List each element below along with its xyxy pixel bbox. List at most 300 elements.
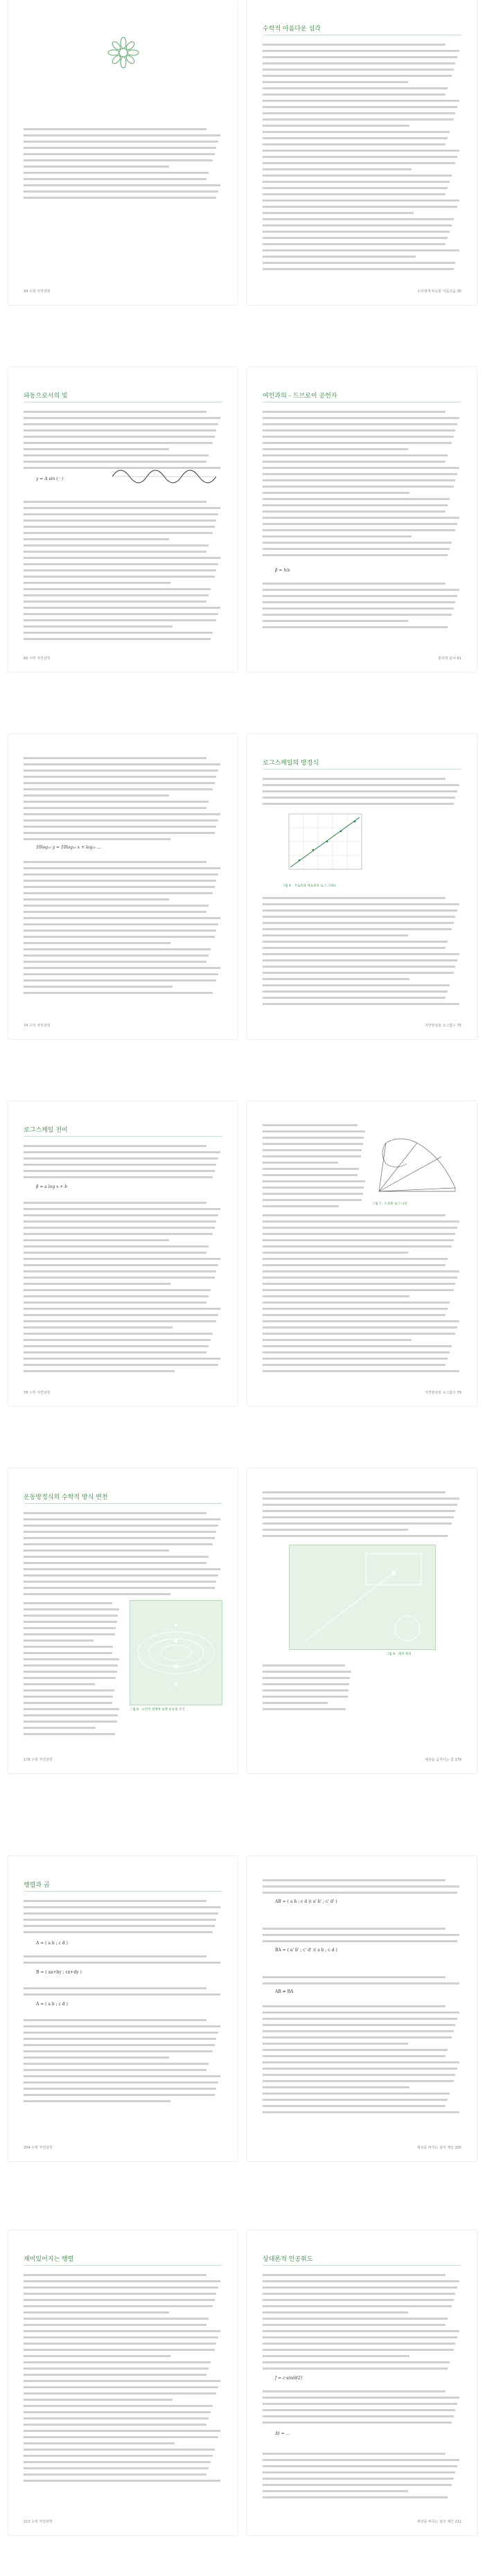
- text-line: [24, 1669, 120, 1675]
- text-line: [263, 427, 461, 434]
- text-line: [24, 2297, 222, 2303]
- text-line: [24, 1337, 222, 1343]
- text-line: [24, 617, 222, 623]
- text-line: [24, 786, 222, 792]
- title-rule: [24, 2265, 222, 2266]
- page-right: [247, 1468, 477, 1773]
- text-line: [24, 440, 222, 446]
- text-line: [263, 185, 461, 191]
- text-line: [24, 2428, 222, 2434]
- page-footer: 204 수학 자연과학: [24, 2146, 53, 2150]
- text-line: [263, 1700, 352, 1706]
- text-line: [263, 2482, 461, 2488]
- text-line: [263, 42, 461, 48]
- text-line: [24, 2384, 222, 2390]
- text-line: [24, 2378, 222, 2384]
- body-text: [263, 1489, 461, 1539]
- text-line: [24, 434, 222, 440]
- text-line: [24, 2465, 222, 2471]
- page-left: [8, 0, 238, 305]
- text-line: [24, 915, 222, 921]
- text-line: [24, 774, 222, 780]
- text-line: [263, 60, 461, 66]
- text-line: [263, 1256, 461, 1262]
- text-line: [24, 836, 222, 842]
- text-line: [263, 945, 461, 951]
- text-line: [263, 1508, 461, 1514]
- text-line: [263, 66, 461, 73]
- text-line: [24, 1362, 222, 1368]
- page-footer: 우리에게 익숙한 아름다움 35: [416, 290, 461, 294]
- text-line: [263, 2072, 461, 2078]
- text-line: [263, 465, 461, 471]
- text-line: [24, 2303, 222, 2309]
- text-line: [263, 1141, 366, 1147]
- text-line: [24, 1306, 222, 1312]
- text-line: [24, 446, 222, 452]
- section-title: 로그스케일 전이: [24, 1127, 68, 1134]
- text-line: [263, 110, 461, 116]
- text-line: [24, 2390, 222, 2397]
- text-line: [24, 2017, 222, 2023]
- text-line: [24, 2328, 222, 2334]
- body-text: [263, 2003, 461, 2115]
- text-line: [263, 1331, 461, 1337]
- text-line: [263, 2278, 461, 2284]
- text-line: [24, 952, 222, 959]
- text-line: [263, 421, 461, 427]
- text-line: [263, 995, 461, 1001]
- text-line: [24, 2048, 222, 2054]
- text-line: [263, 1122, 366, 1128]
- text-line: [24, 977, 222, 984]
- text-line: [24, 427, 222, 434]
- text-line: [24, 2284, 222, 2291]
- text-line: [24, 824, 222, 830]
- text-line: [24, 1541, 222, 1547]
- text-line: [24, 1644, 120, 1650]
- text-line: [263, 2059, 461, 2066]
- text-line: [24, 1299, 222, 1306]
- page-left: [8, 1468, 238, 1773]
- text-line: [263, 2066, 461, 2072]
- text-line: [24, 536, 222, 542]
- body-text: [24, 859, 222, 996]
- text-line: [263, 2016, 461, 2022]
- text-line: [24, 549, 222, 555]
- text-line: [24, 859, 222, 865]
- rocket-figure: [130, 1600, 222, 1705]
- text-line: [24, 1613, 120, 1619]
- text-line: [24, 2453, 222, 2459]
- text-line: [24, 965, 222, 971]
- text-line: [263, 452, 461, 459]
- text-line: [24, 157, 222, 163]
- text-line: [24, 2359, 222, 2365]
- text-line: [24, 871, 222, 878]
- text-line: [263, 527, 461, 533]
- text-line: [263, 2451, 461, 2457]
- book-spread-1: [0, 0, 485, 305]
- text-line: [263, 533, 461, 540]
- ornament-icon: [104, 33, 143, 72]
- text-line: [263, 1337, 461, 1343]
- text-line: [24, 1985, 222, 1991]
- text-line: [263, 1349, 461, 1356]
- text-line: [24, 126, 222, 132]
- body-text: [263, 42, 461, 272]
- text-line: [24, 2067, 222, 2073]
- text-line: [24, 499, 222, 505]
- text-line: [24, 1237, 222, 1243]
- text-line: [263, 440, 461, 446]
- text-line: [24, 2446, 222, 2453]
- page-footer: 자연현상과 로그함수 75: [424, 1024, 461, 1028]
- text-line: [263, 907, 461, 914]
- text-line: [263, 490, 461, 496]
- text-line: [24, 1349, 222, 1356]
- text-line: [24, 1174, 222, 1180]
- text-line: [263, 1687, 352, 1694]
- text-line: [263, 988, 461, 995]
- text-line: [24, 1898, 222, 1904]
- text-line: [24, 1547, 222, 1554]
- section-title: 재미있어지는 행렬: [24, 2256, 74, 2263]
- text-line: [24, 2054, 222, 2061]
- text-line: [24, 1656, 120, 1662]
- text-line: [263, 502, 461, 508]
- text-line: [263, 1153, 366, 1160]
- text-line: [24, 2353, 222, 2359]
- text-line: [263, 191, 461, 197]
- text-line: [24, 884, 222, 890]
- text-line: [24, 1566, 222, 1572]
- text-line: [263, 920, 461, 926]
- text-line: [24, 421, 222, 427]
- text-line: [263, 197, 461, 204]
- text-line: [263, 1135, 366, 1141]
- text-line: [263, 166, 461, 172]
- text-line: [263, 521, 461, 527]
- text-line: [24, 2478, 222, 2484]
- text-line: [263, 1932, 461, 1938]
- page-left: [8, 1101, 238, 1406]
- text-line: [263, 1001, 461, 1007]
- text-line: [263, 1883, 461, 1890]
- text-line: [263, 1212, 461, 1218]
- text-line: [24, 959, 222, 965]
- text-line: [24, 524, 222, 530]
- text-line: [24, 2291, 222, 2297]
- text-line: [263, 1489, 461, 1495]
- text-line: [263, 1281, 461, 1287]
- text-line: [24, 1591, 222, 1597]
- text-line: [263, 179, 461, 185]
- figure-caption: 그림 7 - 오목원 로그 나선: [372, 1202, 407, 1206]
- body-text: [263, 2272, 461, 2372]
- text-line: [263, 1172, 366, 1178]
- page-left: [8, 2230, 238, 2535]
- text-line: [263, 2109, 461, 2115]
- section-title: 여인과의 - 드브로이 공헌자: [263, 393, 337, 400]
- text-line: [24, 990, 222, 996]
- body-text: [263, 1877, 461, 1896]
- text-line: [263, 2097, 461, 2103]
- text-line: [263, 2457, 461, 2463]
- text-line: [263, 932, 461, 939]
- text-line: [263, 247, 461, 254]
- body-text: [263, 1662, 352, 1712]
- body-text: [24, 755, 222, 842]
- text-line: [263, 2297, 461, 2303]
- page-footer: 34 수학 자연과학: [24, 290, 51, 294]
- text-line: [24, 1218, 222, 1225]
- text-line: [24, 505, 222, 511]
- text-line: [24, 927, 222, 934]
- text-line: [263, 1178, 366, 1184]
- page-footer: 세상을 움직이는 힘 179: [425, 1758, 461, 1762]
- text-line: [263, 2476, 461, 2482]
- text-line: [24, 452, 222, 459]
- text-line: [263, 2359, 461, 2365]
- text-line: [263, 2322, 461, 2328]
- body-text: [24, 1985, 222, 1998]
- text-line: [24, 1662, 120, 1669]
- text-line: [24, 811, 222, 817]
- text-line: [263, 2034, 461, 2041]
- text-line: [24, 592, 222, 598]
- figure-caption: 그림 8 - 뉴턴이 설명한 로켓 운동의 모식: [130, 1708, 185, 1712]
- body-text: [263, 1926, 461, 1944]
- text-line: [24, 2434, 222, 2440]
- text-line: [24, 611, 222, 617]
- text-line: [24, 517, 222, 524]
- text-line: [24, 940, 222, 946]
- text-line: [263, 580, 461, 587]
- text-line: [263, 241, 461, 247]
- body-text: [263, 1974, 461, 1987]
- log-plot-figure: [282, 810, 365, 880]
- body-text: [263, 2388, 461, 2426]
- text-line: [263, 1231, 461, 1237]
- text-line: [263, 546, 461, 552]
- text-line: [24, 2322, 222, 2328]
- text-line: [263, 2395, 461, 2401]
- body-text: [263, 409, 461, 558]
- text-line: [263, 970, 461, 976]
- text-line: [263, 2419, 461, 2426]
- text-line: [24, 1250, 222, 1256]
- equation: y = A sin ( · ): [36, 477, 64, 481]
- text-line: [24, 890, 222, 896]
- text-line: [24, 2309, 222, 2316]
- text-line: [24, 1225, 222, 1231]
- text-line: [263, 1191, 366, 1197]
- page-right: [247, 2230, 477, 2535]
- text-line: [263, 1197, 366, 1203]
- text-line: [263, 926, 461, 932]
- page-left: [8, 734, 238, 1039]
- text-line: [24, 755, 222, 761]
- text-line: [24, 1600, 120, 1606]
- text-line: [263, 148, 461, 154]
- text-line: [24, 1212, 222, 1218]
- text-line: [24, 188, 222, 195]
- text-line: [24, 1917, 222, 1923]
- text-line: [24, 2365, 222, 2372]
- text-line: [24, 878, 222, 884]
- text-line: [24, 182, 222, 188]
- title-rule: [24, 1136, 222, 1137]
- text-line: [24, 767, 222, 774]
- text-line: [263, 2041, 461, 2047]
- text-line: [24, 792, 222, 799]
- text-line: [24, 1510, 222, 1516]
- text-line: [24, 2347, 222, 2353]
- text-line: [263, 1312, 461, 1318]
- text-line: [263, 1926, 461, 1932]
- page-footer: 178 수학 자연과학: [24, 1758, 53, 1762]
- book-spread-3: [0, 734, 485, 1039]
- text-line: [263, 135, 461, 141]
- text-line: [263, 2353, 461, 2359]
- text-line: [263, 260, 461, 266]
- page-left: [8, 367, 238, 672]
- page-right: [247, 1101, 477, 1406]
- text-line: [263, 172, 461, 179]
- text-line: [24, 909, 222, 915]
- text-line: [263, 982, 461, 988]
- text-line: [263, 2090, 461, 2097]
- text-line: [263, 1520, 461, 1527]
- text-line: [24, 799, 222, 805]
- text-line: [24, 2397, 222, 2403]
- text-line: [24, 1631, 120, 1637]
- text-line: [263, 91, 461, 98]
- text-line: [24, 1991, 222, 1998]
- body-text: [24, 1510, 222, 1597]
- text-line: [24, 1650, 120, 1656]
- matrix-a: A = ( a b ; c d ): [36, 1941, 68, 1946]
- text-line: [24, 1706, 120, 1712]
- text-line: [24, 2278, 222, 2284]
- body-text: [24, 499, 222, 642]
- text-line: [24, 409, 222, 415]
- text-line: [263, 2303, 461, 2309]
- text-line: [24, 1606, 120, 1613]
- text-line: [24, 132, 222, 139]
- text-line: [263, 1877, 461, 1883]
- text-line: [263, 2022, 461, 2028]
- text-line: [263, 2388, 461, 2395]
- text-line: [24, 2409, 222, 2415]
- text-line: [24, 1312, 222, 1318]
- text-line: [263, 801, 461, 807]
- text-line: [263, 2407, 461, 2413]
- section-title: 수학적 아름다운 섬각: [263, 26, 321, 33]
- equation: f = c·sin(θ/2): [275, 2376, 303, 2381]
- text-line: [24, 2422, 222, 2428]
- sine-wave-figure: [112, 464, 216, 489]
- text-line: [263, 1675, 352, 1681]
- text-line: [263, 1225, 461, 1231]
- title-rule: [24, 1503, 222, 1504]
- text-line: [263, 79, 461, 85]
- text-line: [263, 2340, 461, 2347]
- text-line: [24, 1368, 222, 1374]
- text-line: [24, 415, 222, 421]
- text-line: [24, 865, 222, 871]
- page-footer: 210 수학 자연과학: [24, 2520, 53, 2524]
- body-text: [24, 409, 222, 471]
- text-line: [263, 776, 461, 782]
- text-line: [263, 2028, 461, 2034]
- text-line: [263, 415, 461, 421]
- text-line: [263, 98, 461, 104]
- text-line: [24, 1579, 222, 1585]
- text-line: [24, 1572, 222, 1579]
- text-line: [263, 1343, 461, 1349]
- page-footer: 74 수학 자연과학: [24, 1024, 51, 1028]
- text-line: [263, 1502, 461, 1508]
- text-line: [24, 2079, 222, 2086]
- text-line: [263, 1299, 461, 1306]
- text-line: [24, 946, 222, 952]
- text-line: [24, 1929, 222, 1935]
- text-line: [263, 2272, 461, 2278]
- text-line: [24, 1725, 120, 1731]
- book-spread-2: [0, 367, 485, 672]
- text-line: [263, 1514, 461, 1520]
- text-line: [24, 1168, 222, 1174]
- text-line: [263, 1147, 366, 1153]
- book-spread-6: [0, 1856, 485, 2161]
- text-line: [24, 1560, 222, 1566]
- text-line: [24, 1522, 222, 1529]
- text-line: [263, 1318, 461, 1324]
- text-line: [263, 1669, 352, 1675]
- equation-delta: Δt = ...: [275, 2431, 290, 2436]
- text-line: [263, 788, 461, 794]
- text-line: [263, 951, 461, 957]
- text-line: [263, 618, 461, 624]
- text-line: [24, 2459, 222, 2465]
- page-left: [8, 1856, 238, 2161]
- page-footer: 세상을 바꾸는 섬각 계산 211: [416, 2520, 461, 2524]
- text-line: [24, 2415, 222, 2422]
- text-line: [263, 210, 461, 216]
- text-line: [24, 1516, 222, 1522]
- text-line: [263, 939, 461, 945]
- text-line: [24, 1585, 222, 1591]
- text-line: [263, 254, 461, 260]
- text-line: [263, 1203, 366, 1209]
- text-line: [263, 2103, 461, 2109]
- text-line: [263, 2009, 461, 2016]
- text-line: [263, 104, 461, 110]
- text-line: [24, 139, 222, 145]
- text-line: [24, 1293, 222, 1299]
- text-line: [24, 1149, 222, 1155]
- figure-caption: 그림 6 - 가로축과 세로축의 로그 그래프: [282, 885, 337, 888]
- text-line: [263, 1250, 461, 1256]
- text-line: [263, 794, 461, 801]
- text-line: [263, 446, 461, 452]
- text-line: [24, 605, 222, 611]
- body-text: [24, 2272, 222, 2484]
- text-line: [24, 586, 222, 592]
- text-line: [24, 2073, 222, 2079]
